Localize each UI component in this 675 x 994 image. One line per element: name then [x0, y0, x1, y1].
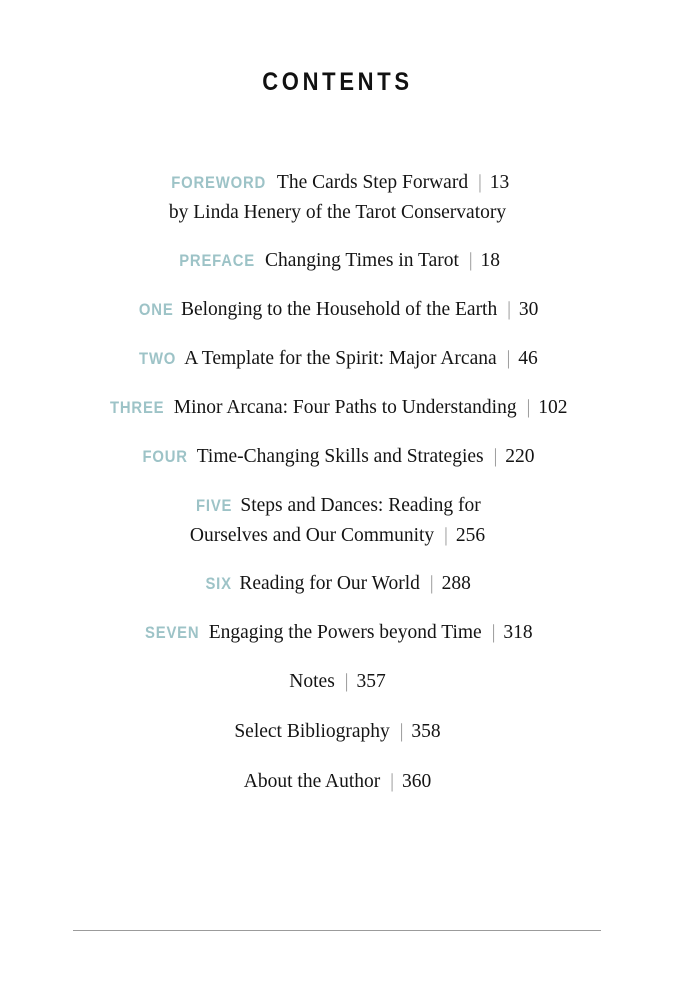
- toc-entry[interactable]: [173, 491, 503, 550]
- toc-entry[interactable]: [55, 618, 620, 648]
- toc-entry-title: Belonging to the Household of the Earth: [180, 299, 498, 320]
- toc-entry-marker: TWO: [139, 350, 177, 368]
- toc-entry-marker: PREFACE: [179, 252, 255, 270]
- toc-entry-subtitle: by Linda Henery of the Tarot Conservatory: [168, 202, 507, 223]
- toc-entry-marker: FOUR: [142, 448, 189, 466]
- toc-separator: |: [507, 299, 512, 320]
- toc-entry-title: Steps and Dances: Reading for Ourselves and Our Community: [189, 495, 481, 546]
- toc-page-number: 358: [411, 721, 441, 742]
- toc-separator: |: [444, 525, 448, 546]
- toc-separator: |: [526, 397, 531, 418]
- toc-entry[interactable]: [55, 442, 620, 472]
- toc-separator: |: [344, 671, 349, 692]
- toc-entry[interactable]: [55, 295, 620, 325]
- toc-entry-title: A Template for the Spirit: Major Arcana: [184, 348, 497, 369]
- toc-entry[interactable]: [55, 344, 620, 374]
- toc-separator: |: [491, 622, 496, 643]
- toc-entry-title: Notes: [289, 671, 335, 692]
- toc-separator: |: [429, 573, 434, 594]
- toc-entry[interactable]: [55, 393, 620, 423]
- toc-page-number: 360: [401, 771, 432, 792]
- toc-entry-title: Changing Times in Tarot: [265, 250, 459, 271]
- toc-entry-title: About the Author: [243, 771, 381, 792]
- toc-separator: |: [506, 348, 511, 369]
- toc-entry-marker: SIX: [205, 575, 233, 593]
- toc-page-number: 18: [480, 250, 501, 271]
- toc-entry-title: Time-Changing Skills and Strategies: [196, 446, 484, 467]
- toc-entry[interactable]: [55, 717, 620, 746]
- toc-entry[interactable]: [55, 246, 620, 276]
- toc-entry[interactable]: [55, 569, 620, 599]
- toc-page-number: 102: [538, 397, 568, 418]
- toc-entry-title: Engaging the Powers beyond Time: [208, 622, 482, 643]
- footer-divider: [73, 930, 601, 931]
- toc-entry-list: [55, 168, 620, 817]
- toc-entry-marker: FOREWORD: [171, 174, 266, 192]
- toc-entry-marker: ONE: [138, 301, 174, 319]
- toc-entry[interactable]: [55, 767, 620, 796]
- toc-page-number: 288: [441, 573, 471, 594]
- toc-entry-marker: SEVEN: [145, 624, 200, 642]
- toc-page-number: 357: [356, 671, 386, 692]
- toc-entry-title: Select Bibliography: [234, 721, 390, 742]
- toc-entry-marker: THREE: [110, 399, 165, 417]
- page-title: CONTENTS: [262, 68, 413, 96]
- toc-page-number: 256: [455, 525, 486, 546]
- toc-page-number: 30: [518, 299, 539, 320]
- toc-entry[interactable]: [55, 667, 620, 696]
- toc-page-number: 13: [489, 172, 510, 193]
- toc-page-number: 46: [518, 348, 538, 369]
- toc-entry-title: The Cards Step Forward: [276, 172, 469, 193]
- toc-page-number: 318: [503, 622, 533, 643]
- toc-separator: |: [477, 172, 482, 193]
- toc-entry-title: Minor Arcana: Four Paths to Understanding: [173, 397, 517, 418]
- toc-separator: |: [468, 250, 473, 271]
- toc-separator: |: [399, 721, 404, 742]
- toc-separator: |: [493, 446, 498, 467]
- toc-entry[interactable]: [55, 168, 620, 227]
- toc-separator: |: [390, 771, 395, 792]
- toc-page-number: 220: [505, 446, 535, 467]
- toc-entry-marker: FIVE: [196, 497, 233, 515]
- toc-entry-title: Reading for Our World: [239, 573, 420, 594]
